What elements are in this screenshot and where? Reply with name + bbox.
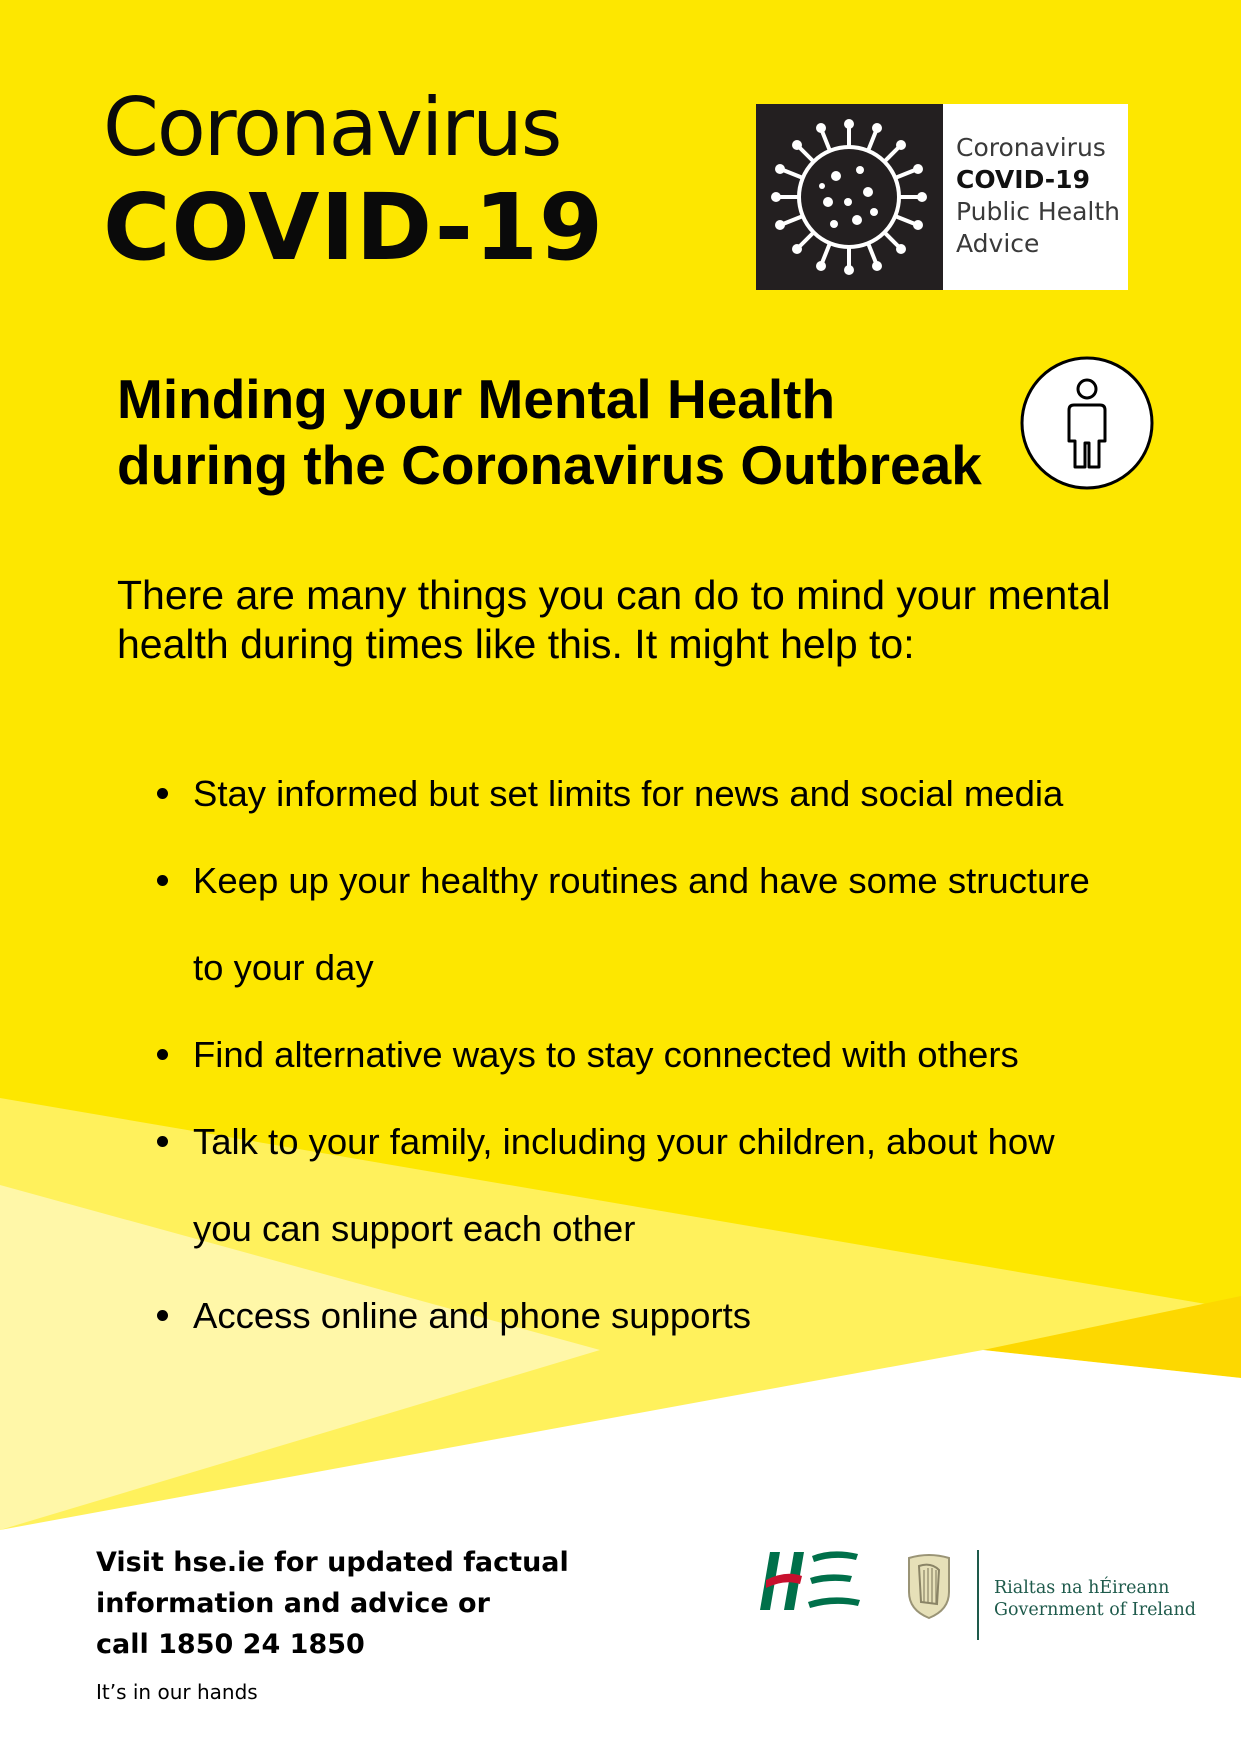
advice-list [155,750,1090,1359]
list-item [155,1272,1090,1359]
heading-line-1: Minding your Mental Health [117,368,836,430]
gov-line-irish: Rialtas na hÉireann [994,1578,1170,1598]
badge-text [956,132,1120,260]
list-item-text: Find alternative ways to stay connected with others [193,1034,1019,1075]
tagline: It’s in our hands [96,1680,258,1704]
intro-line-1: There are many things you can do to mind your mental [117,572,1111,618]
list-item-text: Talk to your family, including your children, about how [193,1121,1055,1162]
footer-line-2: information and advice or [96,1588,490,1619]
government-of-ireland-logo [994,1577,1196,1621]
gov-line-english: Government of Ireland [994,1600,1196,1620]
intro-text [117,571,1111,669]
heading-line-2: during the Coronavirus Outbreak [117,434,982,496]
list-item-text: Access online and phone supports [193,1295,752,1336]
list-item [155,750,1090,837]
list-item-text: Stay informed but set limits for news and social media [193,773,1064,814]
footer-line-1: Visit hse.ie for updated factual [96,1547,569,1578]
person-icon [1019,355,1155,491]
harp-crest-icon [905,1552,953,1620]
badge-line-4: Advice [956,229,1040,258]
logo-divider [977,1550,979,1640]
footer-contact [96,1542,569,1665]
badge-line-3: Public Health [956,197,1121,226]
list-item-text: Keep up your healthy routines and have some structure [193,860,1090,901]
page-heading [117,366,982,498]
list-item-text: to your day [193,947,374,988]
hse-logo-icon [756,1546,864,1616]
intro-line-2: health during times like this. It might help to: [117,621,915,667]
list-item [155,1011,1090,1098]
coronavirus-icon [756,104,943,290]
badge-line-2: COVID-19 [956,165,1090,194]
list-item [155,837,1090,1011]
title-covid-19: COVID-19 [103,174,604,281]
list-item [155,1098,1090,1272]
title-coronavirus: Coronavirus [103,81,561,174]
list-item-text: you can support each other [193,1208,636,1249]
footer-line-3: call 1850 24 1850 [96,1629,365,1660]
public-health-badge [756,104,1128,290]
badge-line-1: Coronavirus [956,133,1106,162]
